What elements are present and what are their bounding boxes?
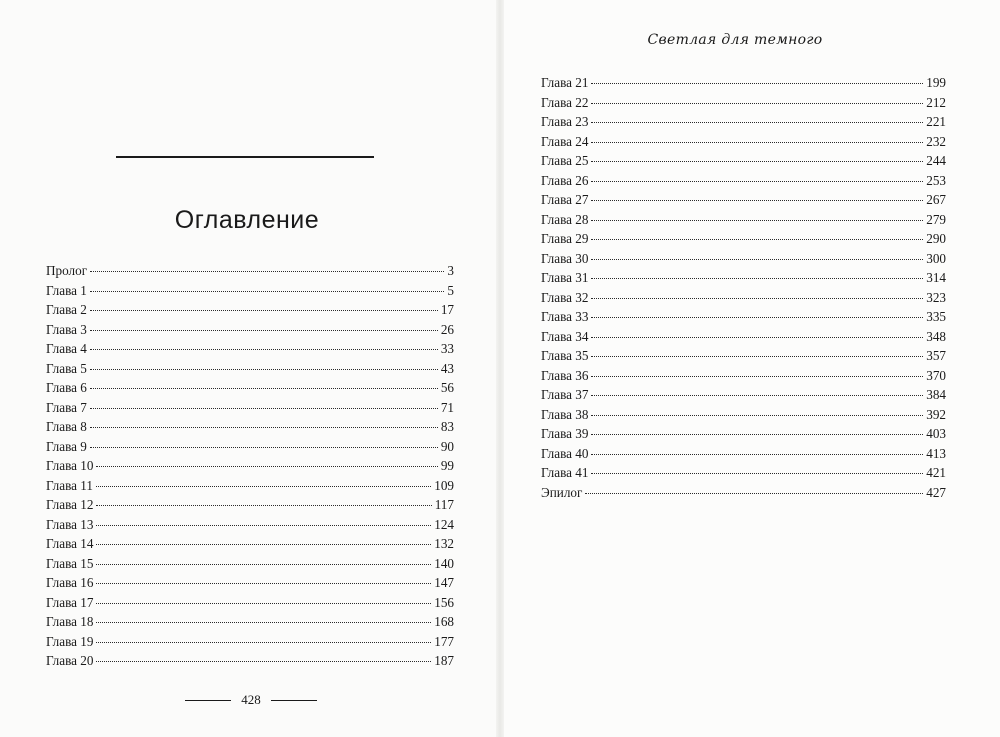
page-title: Оглавление xyxy=(174,206,320,234)
toc-entry-label: Глава 22 xyxy=(541,94,589,110)
toc-entry-page: 124 xyxy=(434,516,454,532)
toc-entry-page: 132 xyxy=(434,536,454,551)
dot-leader xyxy=(591,298,923,299)
toc-entry xyxy=(541,366,946,386)
toc-entry xyxy=(541,210,946,230)
toc-entry-label: Глава 2 xyxy=(46,302,87,317)
toc-entry-page: 147 xyxy=(434,575,454,590)
toc-entry xyxy=(541,268,946,288)
toc-entry xyxy=(46,261,454,281)
dot-leader xyxy=(591,434,923,435)
toc-entry xyxy=(541,405,946,425)
toc-entry-page: 253 xyxy=(926,172,946,188)
toc-entry xyxy=(46,359,454,379)
toc-entry-page: 300 xyxy=(926,250,946,266)
toc-entry xyxy=(541,112,946,132)
toc-entry-label: Глава 17 xyxy=(46,594,94,610)
toc-entry-page: 3 xyxy=(447,263,454,278)
toc-entry xyxy=(541,424,946,444)
dot-leader xyxy=(90,447,438,448)
toc-entry-label: Глава 18 xyxy=(46,614,94,629)
toc-entry xyxy=(46,593,454,613)
toc-entry xyxy=(46,456,454,476)
toc-entry xyxy=(46,612,454,632)
toc-entry-label: Глава 24 xyxy=(541,133,589,149)
toc-entry-page: 83 xyxy=(440,419,454,434)
toc-entry xyxy=(46,651,454,671)
toc-entry-page: 413 xyxy=(926,445,946,461)
toc-entry-label: Глава 34 xyxy=(541,328,589,344)
toc-entry-label: Глава 16 xyxy=(46,575,94,590)
toc-entry-page: 109 xyxy=(434,477,454,493)
toc-entry-label: Глава 19 xyxy=(46,633,94,649)
toc-entry xyxy=(541,132,946,152)
toc-entry xyxy=(541,346,946,366)
dot-leader xyxy=(96,544,431,545)
dot-leader xyxy=(591,103,923,104)
toc-entry-label: Глава 3 xyxy=(46,321,87,337)
toc-entry xyxy=(46,554,454,574)
toc-entry xyxy=(541,93,946,113)
toc-entry xyxy=(46,534,454,554)
toc-entry-page: 17 xyxy=(440,302,454,317)
toc-entry-label: Глава 28 xyxy=(541,211,589,227)
dot-leader xyxy=(96,466,437,467)
toc-entry-label: Глава 4 xyxy=(46,341,87,356)
toc-entry xyxy=(46,417,454,437)
toc-entry-label: Глава 41 xyxy=(541,465,589,480)
toc-entry-label: Глава 11 xyxy=(46,477,93,493)
dot-leader xyxy=(90,271,444,272)
dot-leader xyxy=(591,395,923,396)
dot-leader xyxy=(591,161,923,162)
toc-entry xyxy=(46,378,454,398)
toc-entry-label: Глава 1 xyxy=(46,282,87,298)
dot-leader xyxy=(591,122,923,123)
page-number: 428 xyxy=(241,692,261,707)
dot-leader xyxy=(591,376,923,377)
toc-entry-page: 232 xyxy=(926,133,946,149)
dot-leader xyxy=(90,349,438,350)
toc-entry-page: 267 xyxy=(926,192,946,207)
folio-rule-left xyxy=(185,700,231,701)
toc-entry-page: 244 xyxy=(926,153,946,168)
toc-entry xyxy=(541,307,946,327)
dot-leader xyxy=(90,330,438,331)
toc-entry xyxy=(46,476,454,496)
toc-entry-label: Глава 31 xyxy=(541,270,589,285)
dot-leader xyxy=(591,415,923,416)
toc-entry-page: 99 xyxy=(440,458,454,473)
toc-entry-page: 221 xyxy=(926,114,946,129)
toc-entry-label: Глава 7 xyxy=(46,399,87,415)
toc-entry xyxy=(541,151,946,171)
dot-leader xyxy=(96,505,431,506)
toc-entry-label: Глава 38 xyxy=(541,406,589,422)
dot-leader xyxy=(96,525,431,526)
dot-leader xyxy=(591,317,923,318)
dot-leader xyxy=(96,622,431,623)
toc-entry-page: 357 xyxy=(926,348,946,363)
toc-entry xyxy=(46,515,454,535)
toc-entry xyxy=(541,190,946,210)
toc-entry-page: 71 xyxy=(440,399,454,415)
toc-entry-page: 421 xyxy=(926,465,946,480)
dot-leader xyxy=(96,642,431,643)
toc-entry-page: 427 xyxy=(926,484,946,500)
toc-entry-label: Глава 29 xyxy=(541,231,589,246)
toc-entry-page: 187 xyxy=(434,653,454,668)
toc-entry-label: Глава 27 xyxy=(541,192,589,207)
toc-entry-label: Глава 25 xyxy=(541,153,589,168)
toc-entry-label: Глава 10 xyxy=(46,458,94,473)
toc-entry xyxy=(541,463,946,483)
toc-entry-page: 323 xyxy=(926,289,946,305)
toc-entry-page: 290 xyxy=(926,231,946,246)
dot-leader xyxy=(591,473,923,474)
toc-list-right xyxy=(541,73,946,502)
dot-leader xyxy=(96,564,431,565)
toc-entry-label: Эпилог xyxy=(541,484,583,500)
dot-leader xyxy=(591,337,923,338)
toc-entry-label: Глава 35 xyxy=(541,348,589,363)
toc-entry xyxy=(46,339,454,359)
toc-entry-label: Глава 14 xyxy=(46,536,94,551)
toc-entry-page: 140 xyxy=(434,555,454,571)
toc-entry-page: 370 xyxy=(926,367,946,383)
toc-entry-label: Глава 40 xyxy=(541,445,589,461)
toc-entry-label: Глава 26 xyxy=(541,172,589,188)
toc-entry xyxy=(541,73,946,93)
toc-entry xyxy=(46,632,454,652)
dot-leader xyxy=(96,583,431,584)
toc-entry-label: Глава 15 xyxy=(46,555,94,571)
toc-entry xyxy=(46,398,454,418)
dot-leader xyxy=(591,181,923,182)
toc-entry xyxy=(46,300,454,320)
title-rule xyxy=(116,156,374,158)
toc-entry-label: Пролог xyxy=(46,263,88,278)
toc-entry xyxy=(46,495,454,515)
toc-entry-page: 33 xyxy=(440,341,454,356)
toc-list-left xyxy=(46,261,454,671)
toc-entry-label: Глава 33 xyxy=(541,309,589,324)
dot-leader xyxy=(90,291,445,292)
toc-entry xyxy=(541,385,946,405)
toc-entry-page: 403 xyxy=(926,426,946,441)
toc-entry-page: 199 xyxy=(926,75,946,90)
toc-entry-label: Глава 30 xyxy=(541,250,589,266)
toc-entry xyxy=(541,327,946,347)
toc-entry-label: Глава 6 xyxy=(46,380,87,395)
toc-entry xyxy=(541,444,946,464)
toc-entry-page: 392 xyxy=(926,406,946,422)
dot-leader xyxy=(591,259,923,260)
dot-leader xyxy=(591,278,923,279)
toc-entry-page: 384 xyxy=(926,387,946,402)
dot-leader xyxy=(591,220,923,221)
toc-entry-page: 348 xyxy=(926,328,946,344)
book-gutter xyxy=(496,0,504,737)
dot-leader xyxy=(90,388,438,389)
toc-entry-label: Глава 13 xyxy=(46,516,94,532)
toc-entry-page: 56 xyxy=(440,380,454,395)
dot-leader xyxy=(90,408,438,409)
toc-entry-page: 177 xyxy=(434,633,454,649)
toc-entry-label: Глава 20 xyxy=(46,653,94,668)
toc-entry-label: Глава 9 xyxy=(46,438,87,454)
dot-leader xyxy=(96,661,431,662)
dot-leader xyxy=(90,369,438,370)
dot-leader xyxy=(585,493,923,494)
toc-entry-page: 156 xyxy=(434,594,454,610)
toc-entry-label: Глава 5 xyxy=(46,360,87,376)
dot-leader xyxy=(591,454,923,455)
toc-entry-page: 168 xyxy=(434,614,454,629)
toc-entry-page: 314 xyxy=(926,270,946,285)
folio-rule-right xyxy=(271,700,317,701)
toc-entry-page: 279 xyxy=(926,211,946,227)
toc-entry-label: Глава 21 xyxy=(541,75,589,90)
toc-entry-page: 212 xyxy=(926,94,946,110)
toc-entry xyxy=(541,483,946,503)
page-number-footer xyxy=(178,690,324,710)
toc-entry-label: Глава 23 xyxy=(541,114,589,129)
toc-entry xyxy=(46,437,454,457)
toc-entry xyxy=(541,288,946,308)
toc-entry-page: 43 xyxy=(440,360,454,376)
dot-leader xyxy=(90,310,438,311)
toc-entry xyxy=(46,320,454,340)
toc-entry xyxy=(541,229,946,249)
dot-leader xyxy=(591,83,923,84)
dot-leader xyxy=(591,200,923,201)
running-head: Светлая для темного xyxy=(647,32,823,48)
dot-leader xyxy=(591,239,923,240)
toc-entry-page: 5 xyxy=(447,282,454,298)
toc-entry-label: Глава 36 xyxy=(541,367,589,383)
dot-leader xyxy=(90,427,438,428)
dot-leader xyxy=(591,356,923,357)
toc-entry-page: 90 xyxy=(440,438,454,454)
toc-entry-label: Глава 12 xyxy=(46,497,94,512)
toc-entry-label: Глава 8 xyxy=(46,419,87,434)
toc-entry xyxy=(46,573,454,593)
toc-entry xyxy=(541,171,946,191)
toc-entry-label: Глава 32 xyxy=(541,289,589,305)
dot-leader xyxy=(591,142,923,143)
dot-leader xyxy=(96,486,431,487)
toc-entry-page: 335 xyxy=(926,309,946,324)
dot-leader xyxy=(96,603,431,604)
toc-entry xyxy=(541,249,946,269)
toc-entry-page: 117 xyxy=(434,497,454,512)
toc-entry-label: Глава 37 xyxy=(541,387,589,402)
toc-entry-label: Глава 39 xyxy=(541,426,589,441)
toc-entry xyxy=(46,281,454,301)
toc-entry-page: 26 xyxy=(440,321,454,337)
